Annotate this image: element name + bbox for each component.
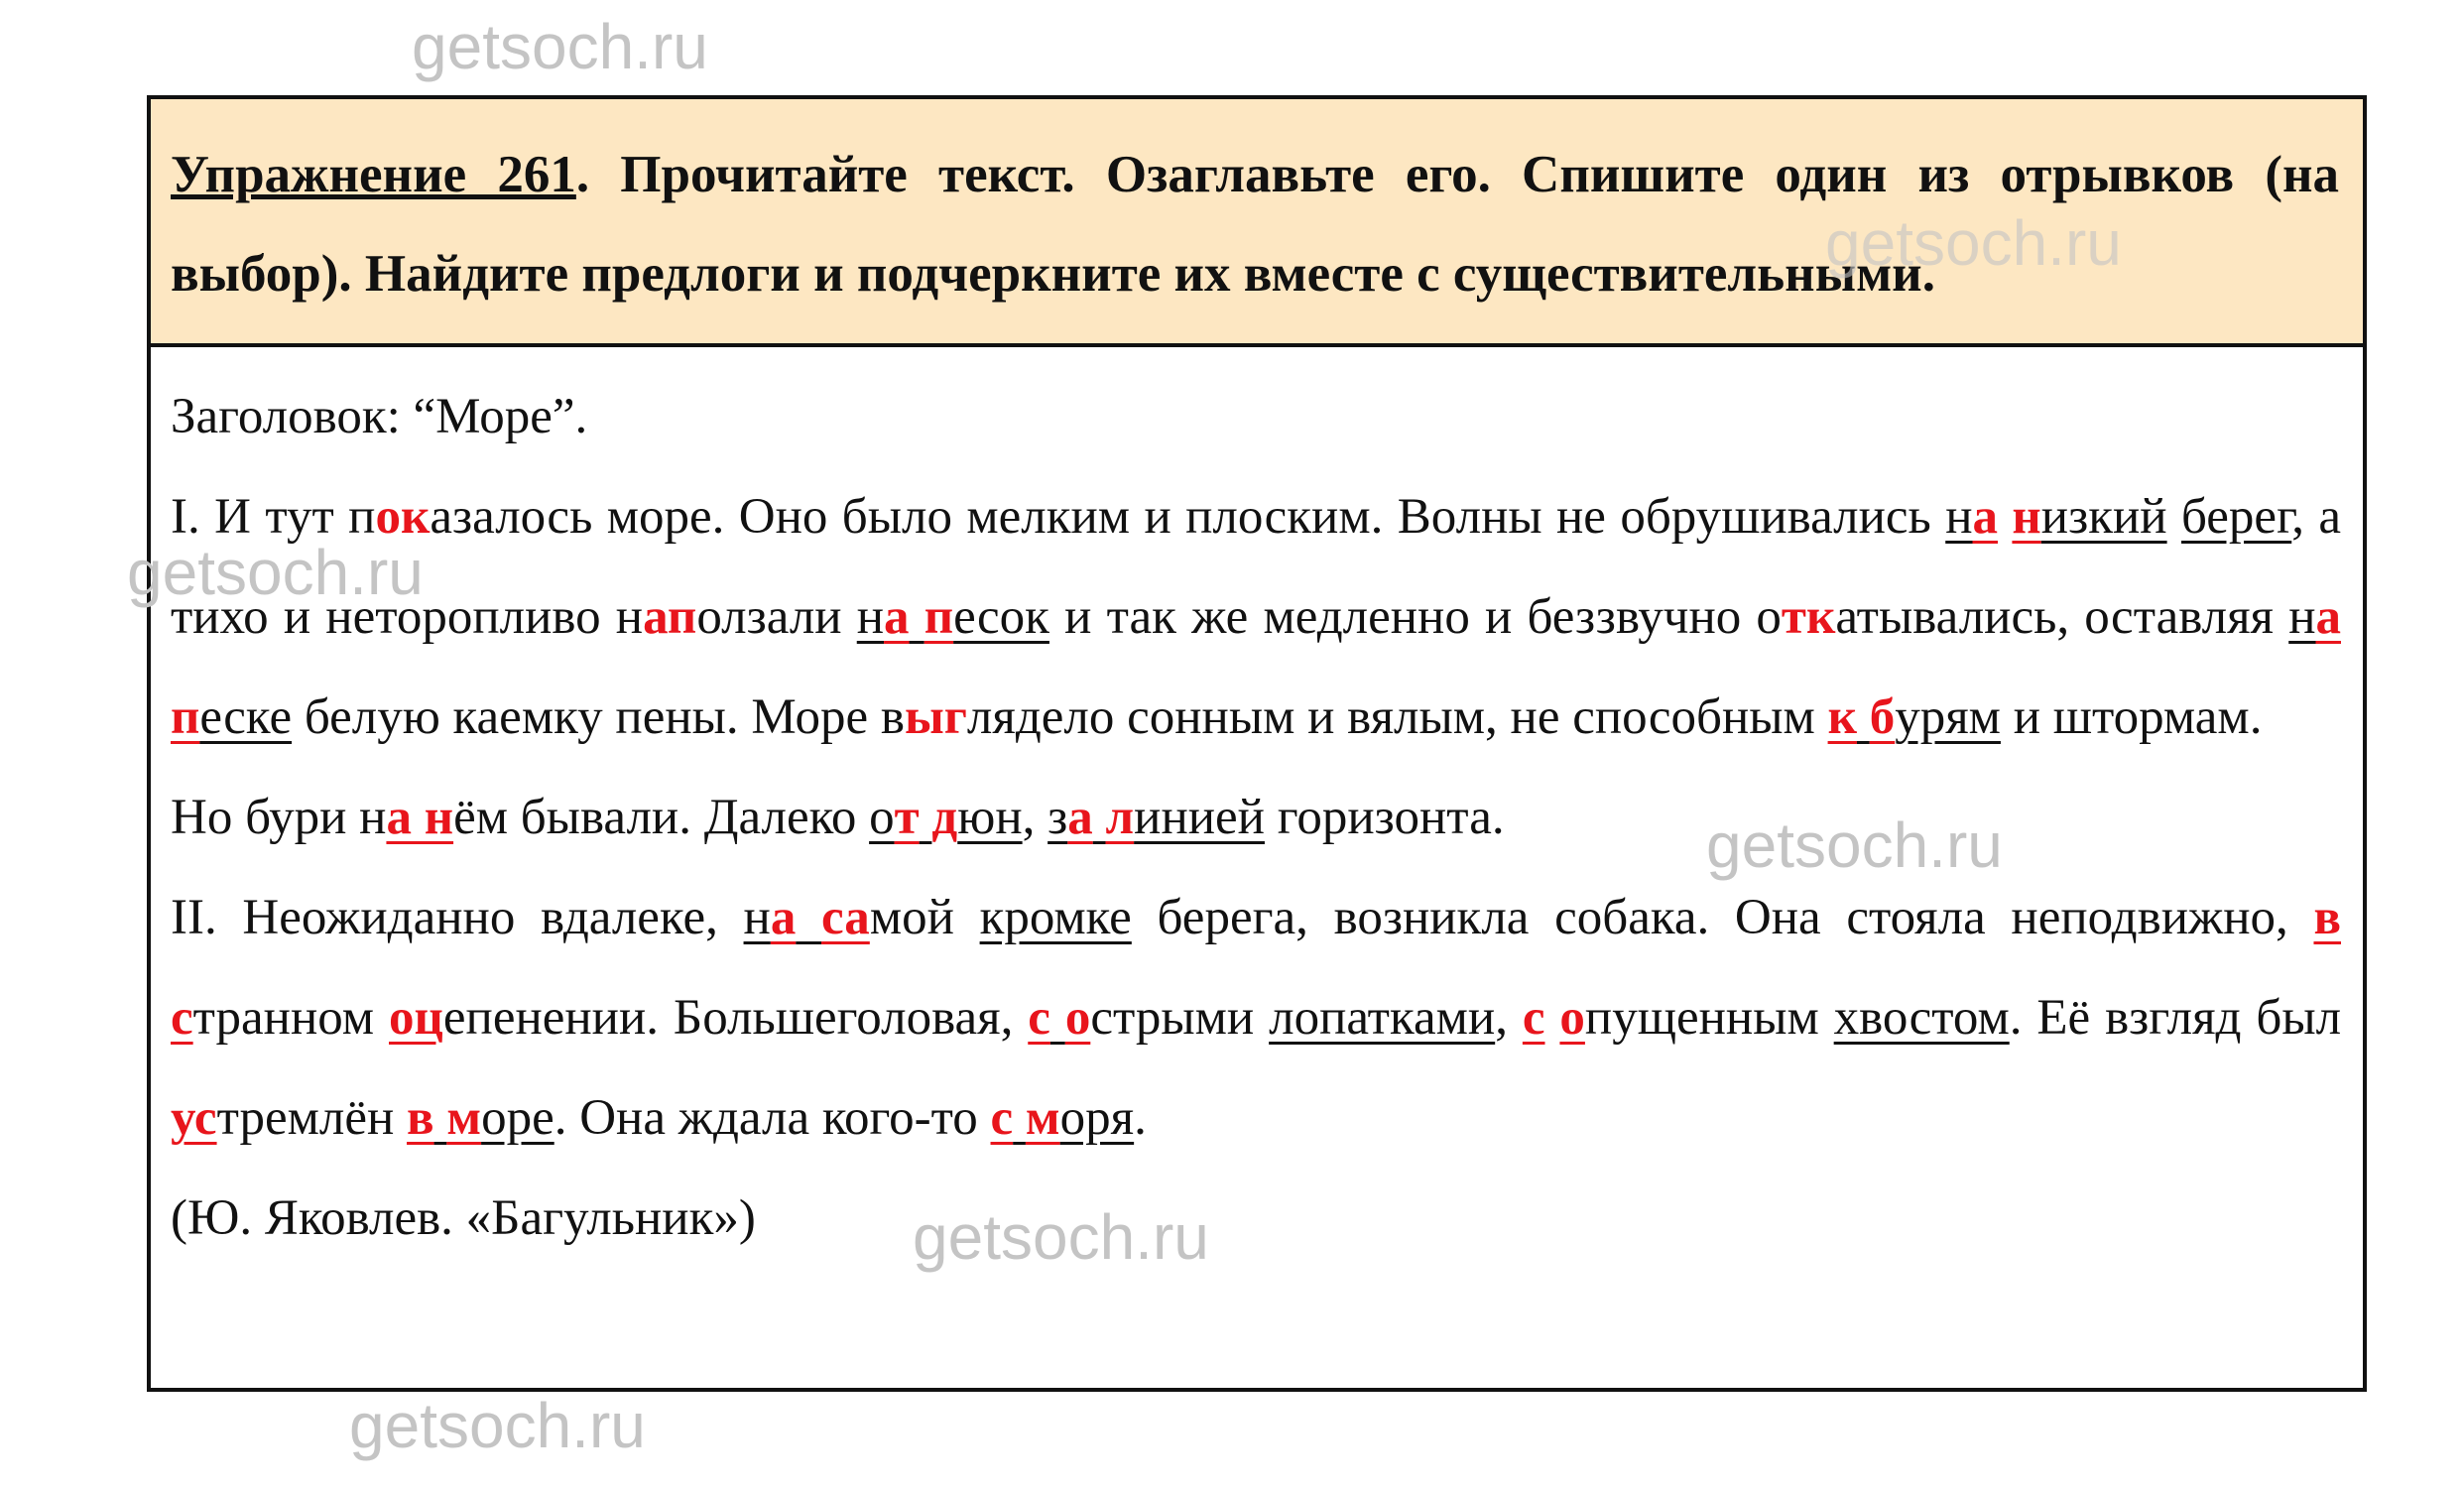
text-fragment: , а тихо и неторопливо н (171, 489, 2342, 645)
text-fragment: мой (869, 890, 954, 945)
underlined-fragment: з (1047, 790, 1068, 845)
highlighted-fragment: а (1067, 790, 1093, 845)
underlined-fragment (910, 589, 924, 645)
watermark: getsoch.ru (1706, 809, 2003, 881)
watermark: getsoch.ru (412, 11, 708, 82)
text-fragment: горизонта. (1264, 790, 1505, 845)
highlighted-fragment: б (1869, 689, 1896, 745)
underlined-fragment: оря (1059, 1090, 1135, 1146)
text-fragment: тремлён (216, 1090, 408, 1146)
highlighted-fragment: а (1972, 489, 1998, 545)
highlighted-fragment: оц (389, 990, 443, 1046)
highlighted-fragment: к (1827, 689, 1857, 745)
highlighted-fragment: н (2012, 489, 2041, 545)
text-fragment: стрыми (1090, 990, 1255, 1046)
underlined-fragment (1050, 990, 1065, 1046)
text-fragment: епенении (442, 990, 647, 1046)
text-fragment: ём бывали. Далеко (453, 790, 870, 845)
highlighted-fragment: с (1028, 990, 1050, 1046)
watermark: getsoch.ru (1825, 207, 2122, 279)
underlined-fragment: хвостом (1833, 990, 2010, 1046)
underlined-fragment: есок (953, 589, 1049, 645)
underlined-fragment: изкий (2040, 489, 2167, 545)
text-fragment: I. И тут п (171, 489, 376, 545)
text-fragment: пущенным (1584, 990, 1834, 1046)
text-fragment (1545, 990, 1560, 1046)
highlighted-fragment: ус (171, 1090, 217, 1146)
highlighted-fragment: с (171, 990, 193, 1046)
exercise-number: Упражнение 261 (171, 146, 576, 203)
highlighted-fragment: ок (375, 489, 431, 545)
text-fragment (2167, 489, 2181, 545)
underlined-fragment: юн (957, 790, 1023, 845)
paragraph-1-continued (171, 768, 2341, 868)
text-fragment: и штормам. (2000, 689, 2263, 745)
highlighted-fragment: о (1064, 990, 1091, 1046)
underlined-fragment: инией (1134, 790, 1265, 845)
text-fragment: берега, возникла собака. Она стояла неподвижно, (1131, 890, 2314, 945)
highlighted-fragment: о (1559, 990, 1585, 1046)
underlined-fragment: о (869, 790, 895, 845)
text-fragment (374, 990, 389, 1046)
underlined-fragment (1093, 790, 1106, 845)
highlighted-fragment: м (446, 1090, 482, 1146)
underlined-fragment: кромке (979, 890, 1132, 945)
highlighted-fragment: а (770, 890, 797, 945)
task-text: . Прочитайте текст. Озаглавьте его. Спишите один из отрывков (на выбор). Найдите предлоги и подчеркните их вместе с существительными. (171, 146, 2339, 303)
underlined-fragment (796, 890, 821, 945)
text-fragment: олзали (696, 589, 857, 645)
underlined-fragment: еске (199, 689, 293, 745)
task-header (151, 99, 2363, 347)
highlighted-fragment: в (407, 1090, 434, 1146)
text-fragment: лядело сонным и вялым, не способным (966, 689, 1828, 745)
underlined-fragment: н (2288, 589, 2316, 645)
underlined-fragment: берег (2181, 489, 2292, 545)
underlined-fragment (1857, 689, 1870, 745)
underlined-fragment: урям (1895, 689, 2001, 745)
text-fragment: атывались, оставляя (1835, 589, 2289, 645)
watermark: getsoch.ru (913, 1201, 1209, 1273)
text-fragment: . Её взгляд был (2009, 990, 2342, 1046)
highlighted-fragment: а н (386, 790, 454, 845)
underlined-fragment: н (1945, 489, 1973, 545)
text-fragment: . (1134, 1090, 1147, 1146)
text-fragment: II. Неожиданно вдалеке, (171, 890, 744, 945)
text-fragment (1254, 990, 1269, 1046)
highlighted-fragment: ыг (904, 689, 967, 745)
text-fragment: Но бури н (171, 790, 387, 845)
text-fragment: и так же медленно и беззвучно о (1048, 589, 1782, 645)
answer-body (151, 347, 2363, 1269)
underlined-fragment: н (856, 589, 885, 645)
highlighted-fragment: а (884, 589, 910, 645)
text-fragment: . Она ждала кого-то (554, 1090, 991, 1146)
highlighted-fragment: тк (1781, 589, 1836, 645)
highlighted-fragment: д (931, 790, 958, 845)
exercise-card (147, 95, 2367, 1392)
underlined-fragment (434, 1090, 447, 1146)
source-citation: (Ю. Яковлев. «Багульник») (171, 1190, 756, 1246)
underlined-fragment (920, 790, 932, 845)
text-fragment: . Большеголовая, (646, 990, 1029, 1046)
text-fragment: транном (192, 990, 375, 1046)
underlined-fragment: оре (481, 1090, 554, 1146)
highlighted-fragment: м (1025, 1090, 1060, 1146)
text-fragment (954, 890, 980, 945)
text-fragment: белую каемку пены. Море в (292, 689, 905, 745)
underlined-fragment (1013, 1090, 1026, 1146)
underlined-fragment: н (743, 890, 771, 945)
highlighted-fragment: ап (643, 589, 697, 645)
text-fragment: азалось море. Оно было мелким и плоским. Волны не обрушивались (430, 489, 1946, 545)
answer-title: Заголовок: “Море”. (171, 389, 588, 444)
paragraph-2 (171, 868, 2341, 1169)
highlighted-fragment: в (2313, 890, 2342, 945)
highlighted-fragment: с (1522, 990, 1545, 1046)
paragraph-1 (171, 467, 2341, 768)
watermark: getsoch.ru (349, 1390, 646, 1461)
highlighted-fragment: п (171, 689, 200, 745)
highlighted-fragment: л (1105, 790, 1135, 845)
highlighted-fragment: а (2315, 589, 2341, 645)
text-fragment: , (1495, 990, 1523, 1046)
text-fragment (1998, 489, 2012, 545)
watermark: getsoch.ru (127, 537, 424, 608)
highlighted-fragment: т (894, 790, 920, 845)
highlighted-fragment: с (990, 1090, 1014, 1146)
underlined-fragment: лопатками (1269, 990, 1496, 1046)
highlighted-fragment: са (821, 890, 870, 945)
text-fragment: , (1022, 790, 1048, 845)
highlighted-fragment: п (924, 589, 954, 645)
